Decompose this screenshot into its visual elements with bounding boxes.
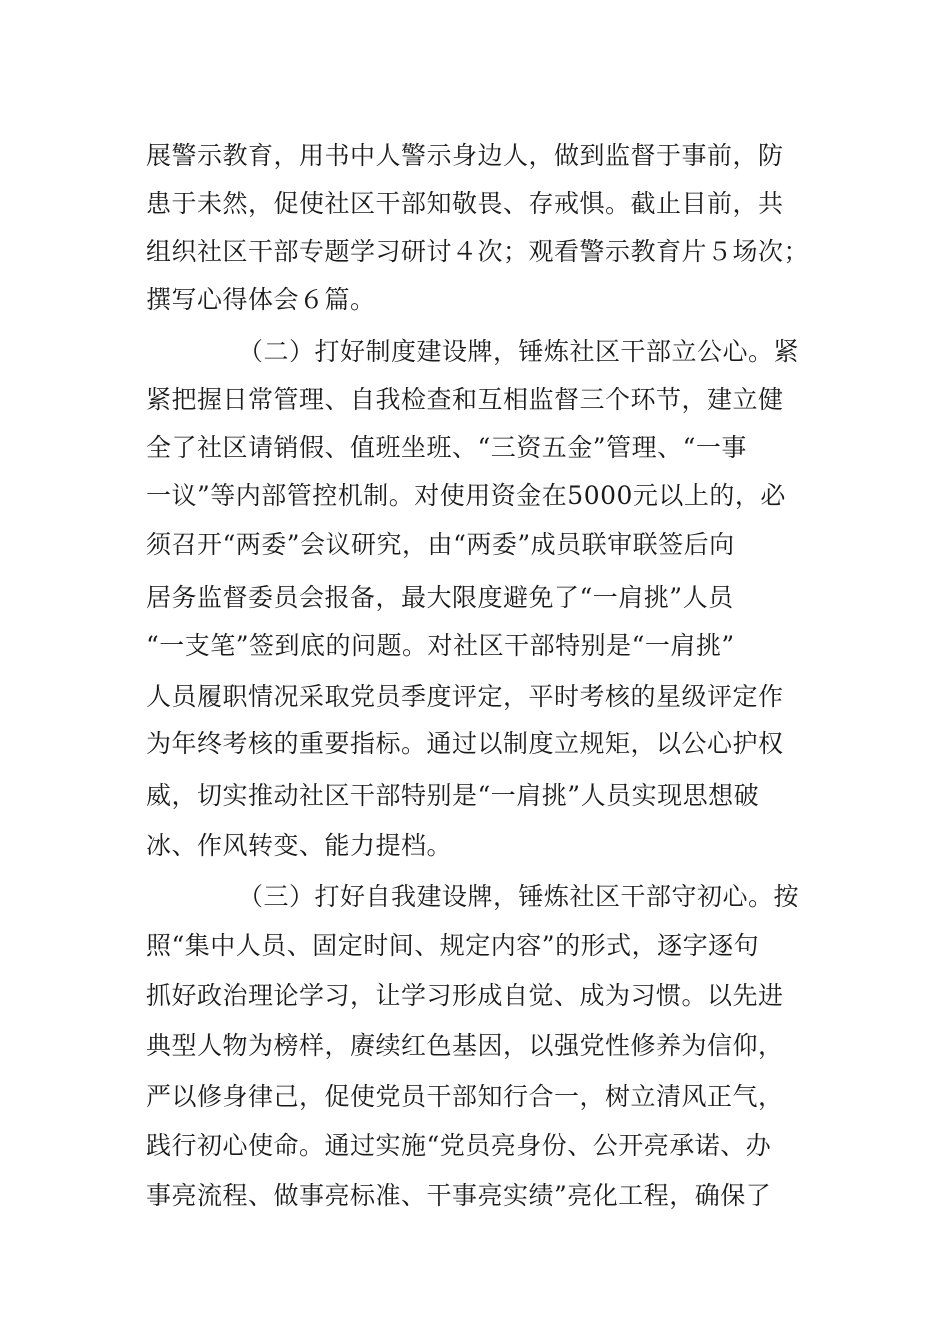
text-line: 患于未然，促使社区干部知敬畏、存戒惧。截止目前，共 [146, 189, 784, 218]
text-line: 一议”等内部管控机制。对使用资金在5000元以上的，必 [146, 481, 786, 510]
section-heading-line: （三）打好自我建设牌，锤炼社区干部守初心。按 [238, 882, 800, 911]
text-line: 全了社区请销假、值班坐班、“三资五金”管理、“一事 [146, 433, 747, 462]
text-line: 组织社区干部专题学习研讨４次；观看警示教育片５场次； [146, 237, 810, 266]
text-line: 为年终考核的重要指标。通过以制度立规矩，以公心护权 [146, 729, 784, 758]
text-line: 事亮流程、做事亮标准、干事亮实绩”亮化工程，确保了 [146, 1181, 772, 1210]
text-line: 冰、作风转变、能力提档。 [146, 831, 453, 860]
text-line: 威，切实推动社区干部特别是“一肩挑”人员实现思想破 [146, 781, 760, 810]
text-line: 展警示教育，用书中人警示身边人，做到监督于事前，防 [146, 141, 784, 170]
text-line: 须召开“两委”会议研究，由“两委”成员联审联签后向 [146, 530, 735, 559]
text-line: 撰写心得体会６篇。 [146, 285, 376, 314]
text-line: 人员履职情况采取党员季度评定，平时考核的星级评定作 [146, 682, 784, 711]
text-line: “一支笔”签到底的问题。对社区干部特别是“一肩挑” [146, 631, 735, 660]
text-line: 照“集中人员、固定时间、规定内容”的形式，逐字逐句 [146, 931, 760, 960]
text-line: 抓好政治理论学习，让学习形成自觉、成为习惯。以先进 [146, 981, 784, 1010]
text-line: 践行初心使命。通过实施“党员亮身份、公开亮承诺、办 [146, 1131, 772, 1160]
text-line: 居务监督委员会报备，最大限度避免了“一肩挑”人员 [146, 583, 734, 612]
text-line: 严以修身律己，促使党员干部知行合一，树立清风正气， [146, 1082, 784, 1111]
section-heading-line: （二）打好制度建设牌，锤炼社区干部立公心。紧 [238, 337, 800, 366]
text-line: 紧把握日常管理、自我检查和互相监督三个环节，建立健 [146, 385, 784, 414]
text-line: 典型人物为榜样，赓续红色基因，以强党性修养为信仰， [146, 1031, 784, 1060]
